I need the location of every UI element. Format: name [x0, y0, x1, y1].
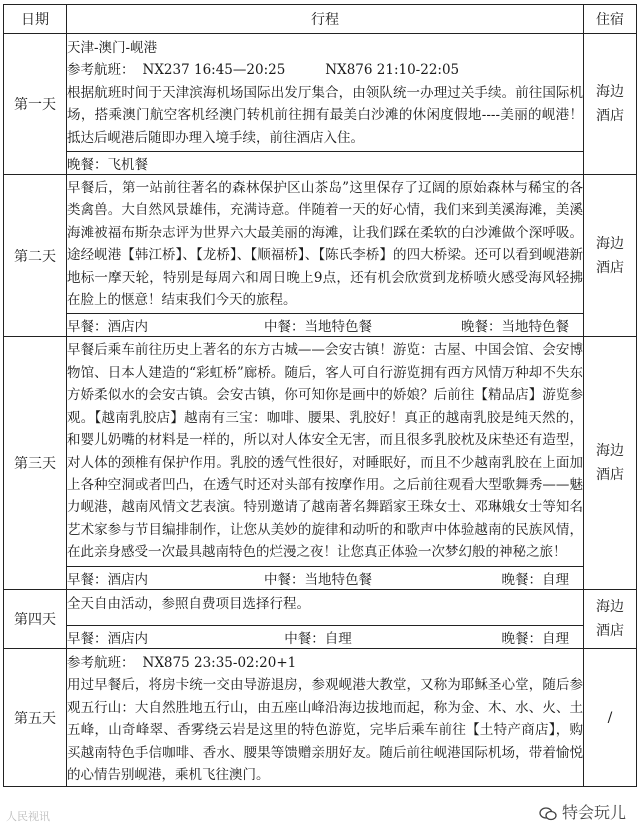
- day-2-breakfast: 早餐：酒店内: [67, 319, 148, 336]
- header-lodging: 住宿: [584, 5, 637, 34]
- day-1-route: 天津-澳门-岘港: [67, 40, 158, 56]
- day-5-text: 用过早餐后，将房卡统一交由导游退房，参观岘港大教堂，又称为耶稣圣心堂，随后参观五行山：大自然胜地五行山，由五座山峰沿海边拔地而起，称为金、木、水、火、土五峰，山奇峰翠、香雾绕云岩是这里的特色游览，完毕后乘车前往【土特产商店】，购买越南特色手信咖啡、香水、腰果等馈赠亲朋好友。随后前往岘港国际机场，带着愉悦的心情告别岘港，乘机飞往澳门。: [67, 677, 583, 783]
- day-1-label: 第一天: [4, 34, 67, 175]
- wechat-icon: [539, 807, 557, 821]
- day-4-lunch: 中餐：自理: [284, 630, 352, 647]
- day-2-label: 第二天: [4, 175, 67, 337]
- day-2-text: 早餐后，第一站前往著名的森林保护区山茶岛”这里保存了辽阔的原始森林与稀宝的各类禽兽。大自然风景雄伟，充满诗意。伴随着一天的好心情，我们来到美溪海滩，美溪海滩被福布斯杂志评为世界六大最美丽的海滩，让我们踩在柔软的白沙滩做个深呼吸。途经岘港【韩江桥】、【龙桥】、【顺福桥】、【陈氏李桥】的四大桥梁。还可以看到岘港新地标一摩天轮，特别是每周六和周日晚上9点，还有机会欣赏到龙桥喷火感受海风轻拂在脸上的惬意！结束我们今天的旅程。: [67, 175, 584, 314]
- watermark-right-text: 特会玩儿: [561, 803, 626, 822]
- day-1-flights: [67, 59, 583, 81]
- day-1-flight-prefix: 参考航班：: [67, 62, 135, 79]
- day-2-lodging: 海边 酒店: [584, 175, 637, 337]
- day-4-text: 全天自由活动，参照自费项目选择行程。: [67, 589, 584, 625]
- day-5-flight-prefix: 参考航班：: [67, 654, 135, 671]
- day-3-meals: [67, 566, 584, 589]
- day-4-dinner: 晚餐：自理: [501, 630, 569, 647]
- day-1-row: [4, 34, 637, 152]
- day-4-breakfast: 早餐：酒店内: [67, 630, 148, 647]
- day-1-content: [67, 34, 584, 152]
- header-row: [4, 5, 637, 34]
- day-1-flight-1: NX237 16:45—20:25: [142, 62, 286, 79]
- day-2-dinner: 晚餐：当地特色餐: [460, 319, 569, 336]
- day-4-label: 第四天: [4, 589, 67, 648]
- day-4-lodging: 海边 酒店: [584, 589, 637, 648]
- day-2-lunch: 中餐：当地特色餐: [263, 319, 372, 336]
- day-3-text: 早餐后乘车前往历史上著名的东方古城——会安古镇！游览：古屋、中国会馆、会安博物馆、日本人建造的“彩虹桥”廊桥。随后，客人可自行游览拥有西方风情万种却不失东方娇柔似水的会安古镇。会安古镇，你可知你是画中的娇娘？后前往【精品店】游览参观。【越南乳胶店】越南有三宝：咖啡、腰果、乳胶好！真正的越南乳胶是纯天然的，和婴儿奶嘴的材料是一样的，所以对人体安全无害，而且很多乳胶枕及床垫还有造型，对人体的颈椎有保护作用。乳胶的透气性很好，对睡眠好，而且不少越南乳胶在上面加上各种空洞或者凹凸，在透气时还对头部有按摩作用。之后前往观看大型歌舞秀——魅力岘港，越南风情文艺表演。特别邀请了越南著名舞蹈家王珠女士、邓琳娥女士等知名艺术家参与节目编排制作，让您从美妙的旋律和动听的和歌声中体验越南的民族风情，在此亲身感受一次最具越南特色的烂漫之夜！让您真正体验一次梦幻般的神秘之旅！: [67, 337, 584, 566]
- day-4-row: [4, 589, 637, 625]
- watermark-right: [535, 799, 630, 824]
- day-3-row: [4, 337, 637, 566]
- day-1-meals: 晚餐：飞机餐: [67, 152, 584, 175]
- day-4-meals-row: [4, 625, 637, 648]
- day-4-meals: [67, 625, 584, 648]
- day-3-breakfast: 早餐：酒店内: [67, 571, 148, 588]
- day-2-meals-row: [4, 314, 637, 337]
- day-1-meals-row: [4, 152, 637, 175]
- day-5-label: 第五天: [4, 648, 67, 786]
- day-3-dinner: 晚餐：自理: [501, 571, 569, 588]
- day-5-flight-1: NX875 23:35-02:20+1: [142, 654, 297, 671]
- watermark-left: [6, 808, 50, 824]
- day-3-lodging: 海边 酒店: [584, 337, 637, 589]
- header-date: 日期: [4, 5, 67, 34]
- header-itinerary: 行程: [67, 5, 584, 34]
- day-1-lodging: 海边 酒店: [584, 34, 637, 175]
- day-1-text: 根据航班时间于天津滨海机场国际出发厅集合，由领队统一办理过关手续。前往国际机场，搭乘澳门航空客机经澳门转机前往拥有最美白沙滩的休闲度假地----美丽的岘港！抵达后岘港后随即办理入境手续，前往酒店入住。: [67, 84, 583, 146]
- day-5-lodging: /: [584, 648, 637, 786]
- itinerary-table: [3, 4, 637, 787]
- day-5-content: [67, 648, 584, 786]
- day-3-label: 第三天: [4, 337, 67, 589]
- day-1-flight-2: NX876 21:10-22:05: [325, 62, 460, 79]
- day-3-lunch: 中餐：当地特色餐: [263, 571, 372, 588]
- day-3-meals-row: [4, 566, 637, 589]
- day-2-row: [4, 175, 637, 314]
- watermark-left-text: 人民视讯: [6, 810, 50, 823]
- day-5-row: [4, 648, 637, 786]
- day-2-meals: [67, 314, 584, 337]
- day-5-flights: [67, 652, 583, 674]
